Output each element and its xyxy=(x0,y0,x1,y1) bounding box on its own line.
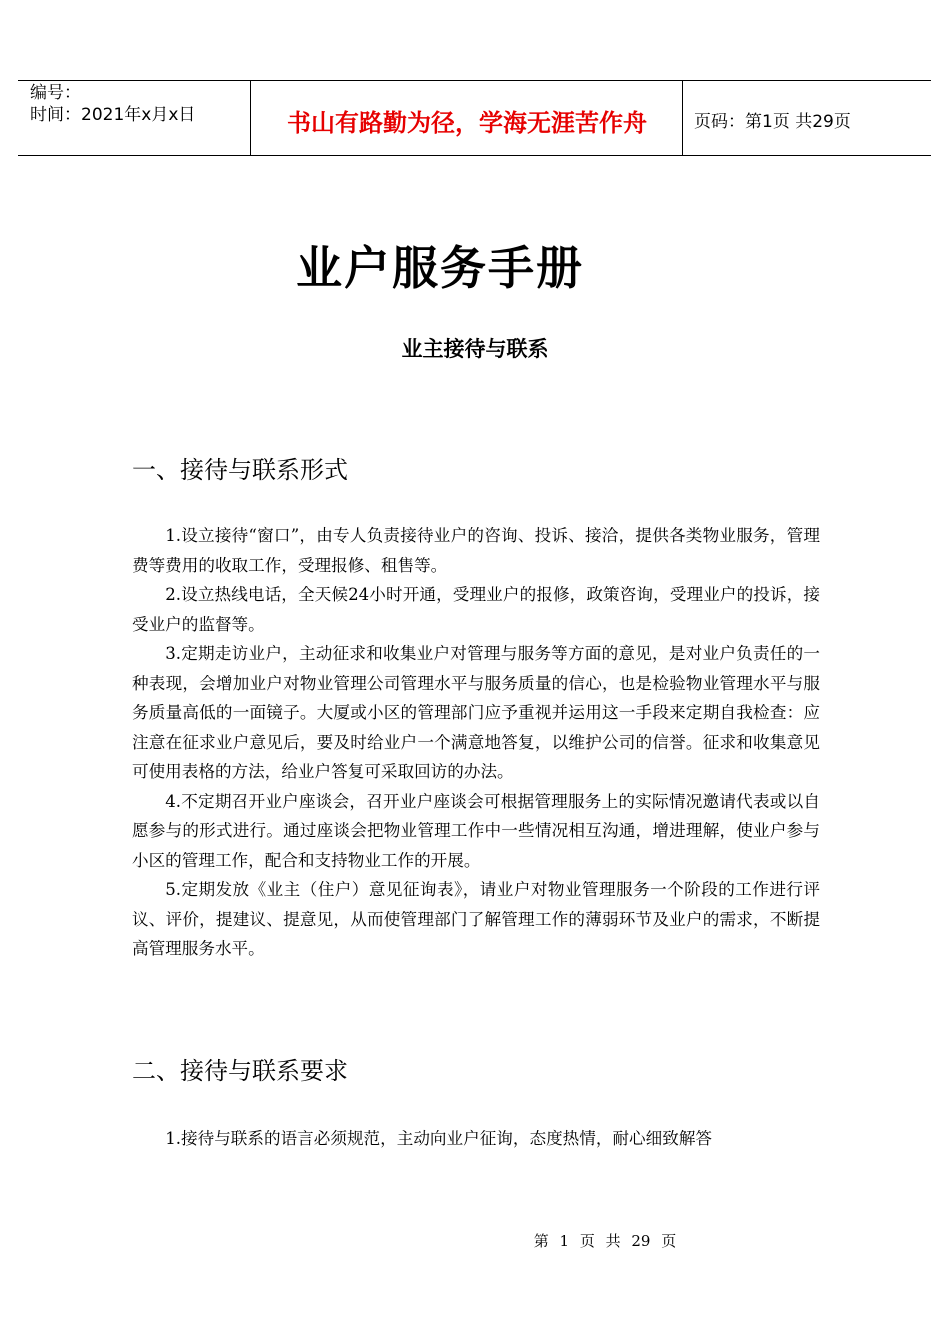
document-header xyxy=(18,80,931,156)
header-meta xyxy=(30,82,195,126)
paragraph: 3.定期走访业户，主动征求和收集业户对管理与服务等方面的意见，是对业户负责任的一种表现，会增加业户对物业管理公司管理水平与服务质量的信心，也是检验物业管理水平与服务质量高低的一面镜子。大厦或小区的管理部门应予重视并运用这一手段来定期自我检查：应注意在征求业户意见后，要及时给业户一个满意地答复，以维护公司的信誉。征求和收集意见可使用表格的方法，给业户答复可采取回访的办法。 xyxy=(132,644,820,781)
paragraph: 5.定期发放《业主（住户）意见征询表》，请业户对物业管理服务一个阶段的工作进行评议、评价，提建议、提意见，从而使管理部门了解管理工作的薄弱环节及业户的需求，不断提高管理服务水平。 xyxy=(132,880,820,958)
page-footer: 第 1 页 共 29 页 xyxy=(533,1232,677,1250)
section-body xyxy=(132,1124,820,1154)
paragraph: 4.不定期召开业户座谈会，召开业户座谈会可根据管理服务上的实际情况邀请代表或以自愿参与的形式进行。通过座谈会把物业管理工作中一些情况相互沟通，增进理解，使业户参与小区的管理工作，配合和支持物业工作的开展。 xyxy=(132,791,820,870)
header-page-info: 页码：第1页 共29页 xyxy=(694,112,851,132)
section-heading: 二、接待与联系要求 xyxy=(132,1057,348,1085)
section-body xyxy=(132,521,820,964)
document-subtitle: 业主接待与联系 xyxy=(401,337,549,361)
paragraph: 1.接待与联系的语言必须规范，主动向业户征询，态度热情，耐心细致解答 xyxy=(165,1129,713,1148)
header-divider xyxy=(250,81,251,155)
header-motto: 书山有路勤为径，学海无涯苦作舟 xyxy=(287,109,647,137)
paragraph: 1.设立接待“窗口”，由专人负责接待业户的咨询、投诉、接洽，提供各类物业服务，管理费等费用的收取工作，受理报修、租售等。 xyxy=(132,526,820,575)
document-number-label: 编号： xyxy=(30,83,81,103)
section-heading: 一、接待与联系形式 xyxy=(132,456,348,484)
header-divider xyxy=(682,81,683,155)
paragraph: 2.设立热线电话，全天候24小时开通，受理业户的报修，政策咨询，受理业户的投诉，接受业户的监督等。 xyxy=(132,585,820,634)
document-date: 时间：2021年x月x日 xyxy=(30,105,196,125)
document-title: 业户服务手册 xyxy=(296,241,584,295)
